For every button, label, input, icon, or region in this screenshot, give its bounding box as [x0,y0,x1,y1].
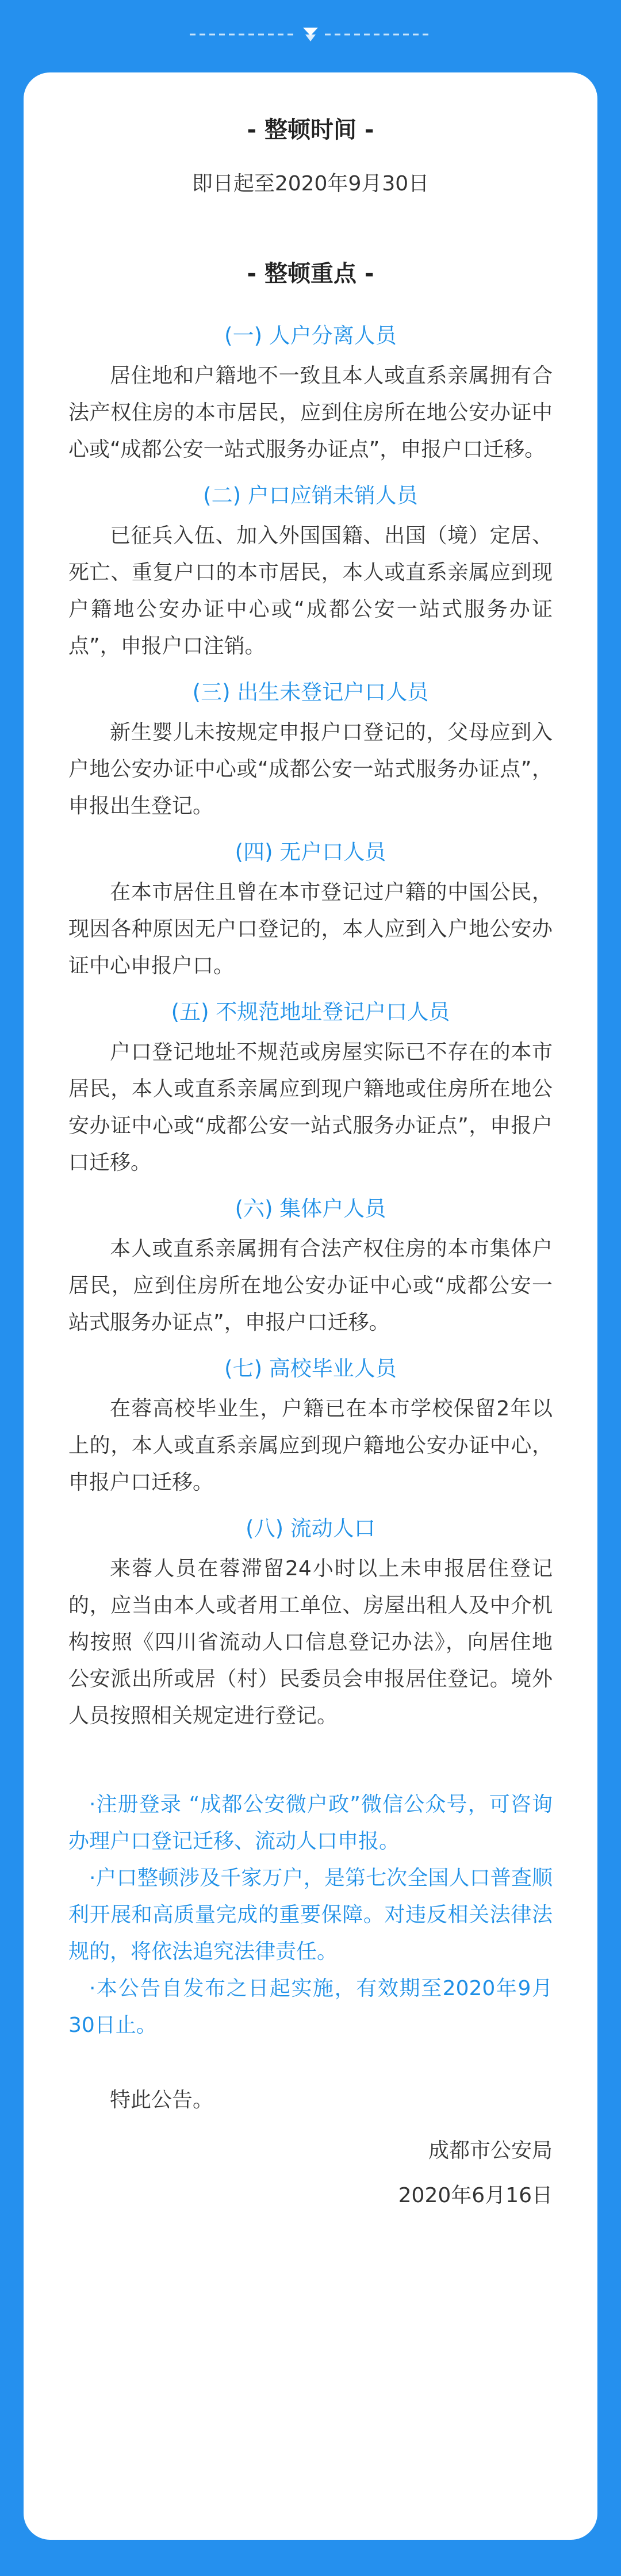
notice-item: ·注册登录 “成都公安微户政”微信公众号，可咨询办理户口登记迁移、流动人口申报。 [68,1793,553,1853]
category-body: 居住地和户籍地不一致且本人或直系亲属拥有合法产权住房的本市居民，应到住房所在地公安办证中心或“成都公安一站式服务办证点”，申报户口迁移。 [68,364,553,461]
category-heading: (六) 集体户人员 [235,1196,386,1221]
signature-org: 成都市公安局 [428,2139,553,2162]
notice-list [68,1786,553,2044]
period-text: 即日起至2020年9月30日 [191,172,430,196]
category-heading: (三) 出生未登记户口人员 [192,680,429,705]
category-heading: (八) 流动人口 [246,1516,375,1541]
header-decoration [0,26,621,44]
category-list [68,319,553,1735]
category-heading: (二) 户口应销未销人员 [203,483,418,508]
focus-title: - 整顿重点 - [247,261,374,287]
category-heading: (五) 不规范地址登记户口人员 [171,1000,450,1024]
category-body: 已征兵入伍、加入外国国籍、出国（境）定居、死亡、重复户口的本市居民，本人或直系亲属应到现户籍地公安办证中心或“成都公安一站式服务办证点”，申报户口注销。 [68,524,553,658]
category-body: 在蓉高校毕业生，户籍已在本市学校保留2年以上的，本人或直系亲属应到现户籍地公安办证中心，申报户口迁移。 [68,1397,553,1494]
closing-text: 特此公告。 [110,2088,214,2112]
signature-date: 2020年6月16日 [398,2184,553,2207]
category-heading: (七) 高校毕业人员 [224,1356,397,1381]
category-body: 新生婴儿未按规定申报户口登记的，父母应到入户地公安办证中心或“成都公安一站式服务办证点”，申报出生登记。 [68,721,553,818]
notice-item: ·本公告自发布之日起实施，有效期至2020年9月30日止。 [68,1977,553,2037]
chevron-down-icon [303,28,318,41]
category-heading: (一) 人户分离人员 [224,323,397,348]
category-body: 本人或直系亲属拥有合法产权住房的本市集体户居民，应到住房所在地公安办证中心或“成都公安一站式服务办证点”，申报户口迁移。 [68,1237,553,1334]
category-body: 户口登记地址不规范或房屋实际已不存在的本市居民，本人或直系亲属应到现户籍地或住房所在地公安办证中心或“成都公安一站式服务办证点”，申报户口迁移。 [68,1040,553,1174]
category-body: 在本市居住且曾在本市登记过户籍的中国公民，现因各种原因无户口登记的，本人应到入户地公安办证中心申报户口。 [68,881,553,978]
category-body: 来蓉人员在蓉滞留24小时以上未申报居住登记的，应当由本人或者用工单位、房屋出租人及中介机构按照《四川省流动人口信息登记办法》，向居住地公安派出所或居（村）民委员会申报居住登记。境外人员按照相关规定进行登记。 [68,1557,553,1728]
period-title: - 整顿时间 - [247,117,374,143]
notice-card [24,72,597,2540]
category-heading: (四) 无户口人员 [235,840,386,864]
notice-item: ·户口整顿涉及千家万户，是第七次全国人口普查顺利开展和高质量完成的重要保障。对违反相关法律法规的，将依法追究法律责任。 [68,1866,553,1963]
